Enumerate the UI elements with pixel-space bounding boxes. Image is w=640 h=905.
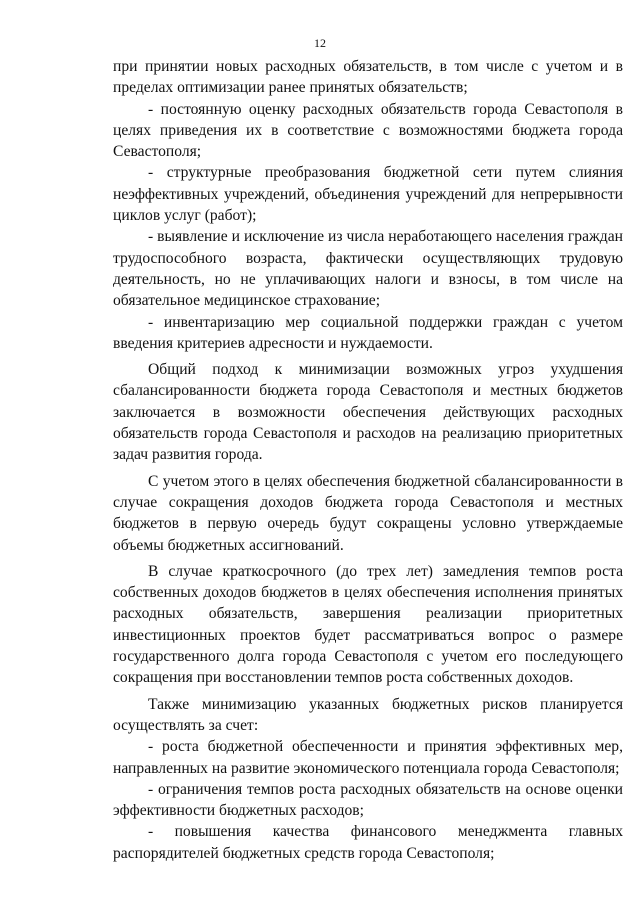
paragraph: Также минимизацию указанных бюджетных рисков планируется осуществлять за счет: xyxy=(113,695,623,734)
paragraph: Общий подход к минимизации возможных угроз ухудшения сбалансированности бюджета города Севастополя и местных бюджетов заключается в возможности обеспечения действующих расходных обязательств города Севастополя и расходов на реализацию приоритетных задач развития города. xyxy=(113,361,623,464)
list-item: - выявление и исключение из числа неработающего населения граждан трудоспособного возраста, фактически осуществляющих трудовую деятельность, но не уплачивающих налоги и взносы, в том числе на обязательное медицинское страхование; xyxy=(113,228,623,310)
list-item: - роста бюджетной обеспеченности и принятия эффективных мер, направленных на развитие экономического потенциала города Севастополя; xyxy=(113,738,623,777)
list-item: - инвентаризацию мер социальной поддержки граждан с учетом введения критериев адресности и нуждаемости. xyxy=(113,313,623,352)
document-body xyxy=(113,56,623,864)
page-number: 12 xyxy=(314,36,326,50)
list-item: - структурные преобразования бюджетной сети путем слияния неэффективных учреждений, объединения учреждений для непрерывности циклов услуг (работ); xyxy=(113,164,623,225)
list-item: - ограничения темпов роста расходных обязательств на основе оценки эффективности бюджетных расходов; xyxy=(113,780,623,820)
list-item: - постоянную оценку расходных обязательств города Севастополя в целях приведения их в соответствие с возможностями бюджета города Севастополя; xyxy=(113,100,623,161)
paragraph-continuation: при принятии новых расходных обязательств, в том числе с учетом и в пределах оптимизации ранее принятых обязательств; xyxy=(113,58,623,97)
list-item: - повышения качества финансового менеджмента главных распорядителей бюджетных средств города Севастополя; xyxy=(113,823,623,862)
paragraph: С учетом этого в целях обеспечения бюджетной сбалансированности в случае сокращения доходов бюджета города Севастополя и местных бюджетов в первую очередь будут сокращены условно утверждаемые объемы бюджетных ассигнований. xyxy=(113,472,623,554)
paragraph: В случае краткосрочного (до трех лет) замедления темпов роста собственных доходов бюджетов в целях обеспечения исполнения принятых расходных обязательств, завершения реализации приоритетных инвестиционных проектов будет рассматриваться вопрос о размере государственного долга города Севастополя с учетом его последующего сокращения при восстановлении темпов роста собственных доходов. xyxy=(113,562,623,687)
